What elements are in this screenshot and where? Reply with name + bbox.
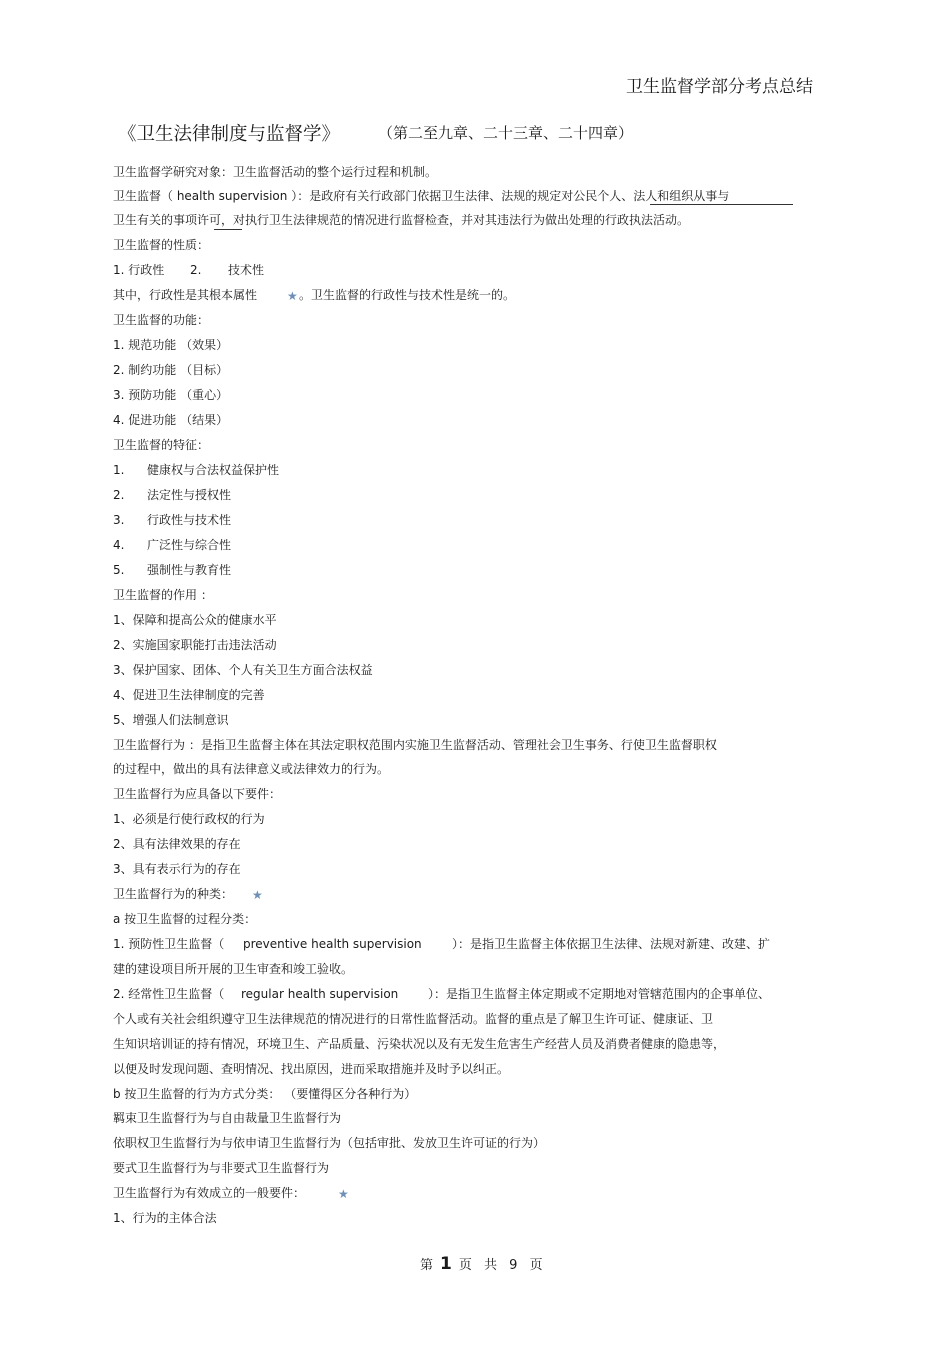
list-item: 健康权与合法权益保护性 (147, 463, 280, 477)
list-item: 2. 制约功能 （目标） (113, 363, 229, 377)
text-line: 羁束卫生监督行为与自由裁量卫生监督行为 (113, 1111, 342, 1125)
list-item: 2、实施国家职能打击违法活动 (113, 638, 277, 652)
list-item: 4、促进卫生法律制度的完善 (113, 688, 265, 702)
list-item-number: 5. (113, 563, 125, 577)
list-item: 1、保障和提高公众的健康水平 (113, 613, 277, 627)
star-icon: ★ (338, 1187, 349, 1201)
text-line: 卫生监督行为应具备以下要件： (113, 787, 282, 801)
text-line: ）：是指卫生监督主体定期或不定期地对管辖范围内的企事单位、 (428, 987, 771, 1001)
list-item: 1. 规范功能 （效果） (113, 338, 229, 352)
text-line: 1. 行政性 (113, 263, 165, 277)
text-line: 卫生监督的特征： (113, 438, 210, 452)
english-term: preventive health supervision (243, 937, 422, 951)
text-line: 卫生监督的功能： (113, 313, 210, 327)
chapter-range: （第二至九章、二十三章、二十四章） (378, 124, 634, 142)
footer-ye-2: 页 (529, 1258, 543, 1273)
footer-gong: 共 (484, 1258, 498, 1273)
text-line: 1. 预防性卫生监督（ (113, 937, 225, 951)
handwritten-underline (650, 204, 793, 205)
page-footer (420, 1254, 543, 1274)
list-item: 3、具有表示行为的存在 (113, 862, 241, 876)
text-line: 卫生监督的作用 ： (113, 588, 213, 602)
list-item-number: 1. (113, 463, 125, 477)
text-line: 个人或有关社会组织遵守卫生法律规范的情况进行的日常性监督活动。监督的重点是了解卫生许可证、健康证、卫 (113, 1012, 714, 1026)
text-line: 卫生监督行为 ：是指卫生监督主体在其法定职权范围内实施卫生监督活动、管理社会卫生事务、行使卫生监督职权 (113, 738, 717, 752)
text-line: 卫生监督行为的种类： (113, 887, 234, 901)
handwritten-underline (214, 229, 242, 230)
text-line: 卫生监督（ health supervision ）：是政府有关行政部门依据卫生法律、法规的规定对公民个人、法人和组织从事与 (113, 189, 730, 203)
text-line: 2. (190, 263, 202, 277)
text-line: 卫生监督行为有效成立的一般要件： (113, 1186, 306, 1200)
text-line: 要式卫生监督行为与非要式卫生监督行为 (113, 1161, 330, 1175)
text-line: 卫生监督学研究对象：卫生监督活动的整个运行过程和机制。 (113, 165, 438, 179)
list-item: 行政性与技术性 (147, 513, 232, 527)
list-item-number: 3. (113, 513, 125, 527)
list-item: 1、必须是行使行政权的行为 (113, 812, 265, 826)
list-item-number: 2. (113, 488, 125, 502)
list-item: 2、具有法律效果的存在 (113, 837, 241, 851)
list-item: 3、保护国家、团体、个人有关卫生方面合法权益 (113, 663, 373, 677)
text-line: 以便及时发现问题、查明情况、找出原因，进而采取措施并及时予以纠正。 (113, 1062, 510, 1076)
text-line: 技术性 (228, 263, 265, 277)
list-item: 5、增强人们法制意识 (113, 713, 229, 727)
list-item-number: 4. (113, 538, 125, 552)
text-line: ）：是指卫生监督主体依据卫生法律、法规对新建、改建、扩 (452, 937, 771, 951)
list-item: 广泛性与综合性 (147, 538, 232, 552)
book-title: 《卫生法律制度与监督学》 (118, 124, 341, 145)
text-line: 建的建设项目所开展的卫生审查和竣工验收。 (113, 962, 354, 976)
footer-ye: 页 (458, 1258, 472, 1273)
list-item: 4. 促进功能 （结果） (113, 413, 229, 427)
text-line: 其中，行政性是其根本属性 (113, 288, 258, 302)
text-line: 卫生监督的性质： (113, 238, 210, 252)
text-line: b 按卫生监督的行为方式分类： （要懂得区分各种行为） (113, 1087, 417, 1101)
english-term: regular health supervision (241, 987, 399, 1001)
document-header-title: 卫生监督学部分考点总结 (626, 77, 813, 97)
text-line: 2. 经常性卫生监督（ (113, 987, 225, 1001)
star-icon: ★ (252, 888, 263, 902)
list-item: 法定性与授权性 (147, 488, 232, 502)
text-line: 的过程中，做出的具有法律意义或法律效力的行为。 (113, 762, 390, 776)
total-pages: 9 (509, 1258, 518, 1273)
list-item: 1、行为的主体合法 (113, 1211, 217, 1225)
text-line: 卫生有关的事项许可，对执行卫生法律规范的情况进行监督检查，并对其违法行为做出处理的行政执法活动。 (113, 213, 690, 227)
footer-di: 第 (420, 1258, 434, 1273)
text-line: 依职权卫生监督行为与依申请卫生监督行为（包括审批、发放卫生许可证的行为） (113, 1136, 546, 1150)
text-line: 生知识培训证的持有情况，环境卫生、产品质量、污染状况以及有无发生危害生产经营人员及消费者健康的隐患等， (113, 1037, 726, 1051)
list-item: 3. 预防功能 （重心） (113, 388, 229, 402)
list-item: 强制性与教育性 (147, 563, 232, 577)
text-line: 。卫生监督的行政性与技术性是统一的。 (299, 288, 516, 302)
star-icon: ★ (287, 289, 298, 303)
text-line: a 按卫生监督的过程分类： (113, 912, 257, 926)
page-number: 1 (440, 1254, 452, 1274)
